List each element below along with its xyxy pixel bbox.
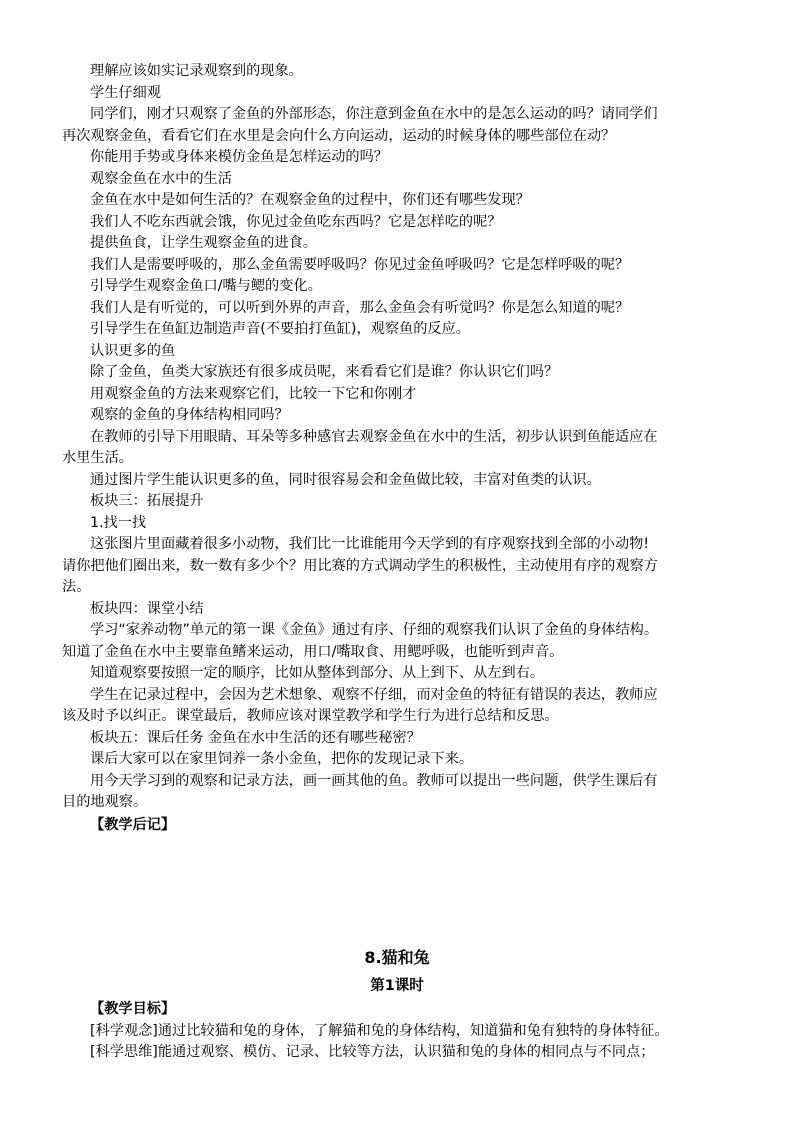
text-line: 用今天学习到的观察和记录方法，画一画其他的鱼。教师可以提出一些问题，供学生课后有 [90, 773, 658, 789]
text-line: 该及时予以纠正。课堂最后，教师应该对课堂教学和学生行为进行总结和反思。 [62, 708, 559, 724]
text-line: 同学们，刚才只观察了金鱼的外部形态，你注意到金鱼在水中的是怎么运动的吗？请同学们 [90, 106, 658, 122]
text-line: 我们人是有听觉的，可以听到外界的声音，那么金鱼会有听觉吗？你是怎么知道的呢？ [90, 300, 630, 316]
text-line: 我们人不吃东西就会饿，你见过金鱼吃东西吗？它是怎样吃的呢？ [90, 214, 502, 230]
text-line: 知道观察要按照一定的顺序，比如从整体到部分、从上到下、从左到右。 [90, 665, 545, 681]
text-line: 用观察金鱼的方法来观察它们，比较一下它和你刚才 [90, 386, 417, 402]
text-line: 目的地观察。 [62, 794, 148, 810]
text-line: 引导学生观察金鱼口/嘴与鳃的变化。 [90, 278, 322, 294]
text-line: 在教师的引导下用眼睛、耳朵等多种感官去观察金鱼在水中的生活，初步认识到鱼能适应在 [90, 429, 658, 445]
text-line: 板块三：拓展提升 [90, 493, 204, 509]
text-line: 理解应该如实记录观察到的现象。 [90, 63, 303, 79]
text-line: 除了金鱼，鱼类大家族还有很多成员呢，来看看它们是谁？你认识它们吗？ [90, 364, 559, 380]
text-line: 引导学生在鱼缸边制造声音(不要拍打鱼缸)，观察鱼的反应。 [90, 321, 470, 337]
text-line: 请你把他们圈出来，数一数有多少个？用比赛的方式调动学生的积极性，主动使用有序的观察方 [62, 558, 658, 574]
text-line: 观察的金鱼的身体结构相同吗？ [90, 407, 289, 423]
text-line: 板块五：课后任务 金鱼在水中生活的还有哪些秘密？ [90, 730, 421, 746]
text-line: 知道了金鱼在水中主要靠鱼鳍来运动，用口/嘴取食、用鳃呼吸，也能听到声音。 [62, 644, 564, 660]
text-line: 板块四：课堂小结 [90, 601, 204, 617]
text-line: 认识更多的鱼 [90, 343, 176, 359]
text-line: 观察金鱼在水中的生活 [90, 171, 232, 187]
text-line: 通过图片学生能认识更多的鱼，同时很容易会和金鱼做比较，丰富对鱼类的认识。 [90, 472, 601, 488]
lesson-subtitle: 第1课时 [370, 978, 424, 994]
text-line: 学生仔细观 [90, 85, 161, 101]
text-line: 学生在记录过程中，会因为艺术想象、观察不仔细，而对金鱼的特征有错误的表达，教师应 [90, 687, 658, 703]
text-line: 1.找一找 [90, 515, 147, 531]
text-line: 法。 [62, 579, 91, 595]
text-line: 金鱼在水中是如何生活的？在观察金鱼的过程中，你们还有哪些发现？ [90, 192, 530, 208]
text-line: 你能用手势或身体来模仿金鱼是怎样运动的吗？ [90, 149, 388, 165]
text-line: 课后大家可以在家里饲养一条小金鱼，把你的发现记录下来。 [90, 751, 474, 767]
text-line: 水里生活。 [62, 450, 133, 466]
teaching-notes-heading: 【教学后记】 [90, 817, 176, 833]
text-line: 再次观察金鱼，看看它们在水里是会向什么方向运动，运动的时候身体的哪些部位在动？ [62, 128, 616, 144]
text-line: 提供鱼食，让学生观察金鱼的进食。 [90, 235, 318, 251]
text-line: 这张图片里面藏着很多小动物，我们比一比谁能用今天学到的有序观察找到全部的小动物! [90, 536, 650, 552]
text-line: 我们人是需要呼吸的，那么金鱼需要呼吸吗？你见过金鱼呼吸吗？它是怎样呼吸的呢？ [90, 257, 630, 273]
lesson-title: 8.猫和兔 [364, 948, 430, 967]
objective-line: [科学观念]通过比较猫和兔的身体，了解猫和兔的身体结构，知道猫和兔有独特的身体特征。 [90, 1023, 669, 1039]
objectives-heading: 【教学目标】 [90, 1001, 176, 1017]
objective-line: [科学思维]能通过观察、模仿、记录、比较等方法，认识猫和兔的身体的相同点与不同点； [90, 1044, 655, 1060]
text-line: 学习“家养动物”单元的第一课《金鱼》通过有序、仔细的观察我们认识了金鱼的身体结构。 [90, 622, 659, 638]
